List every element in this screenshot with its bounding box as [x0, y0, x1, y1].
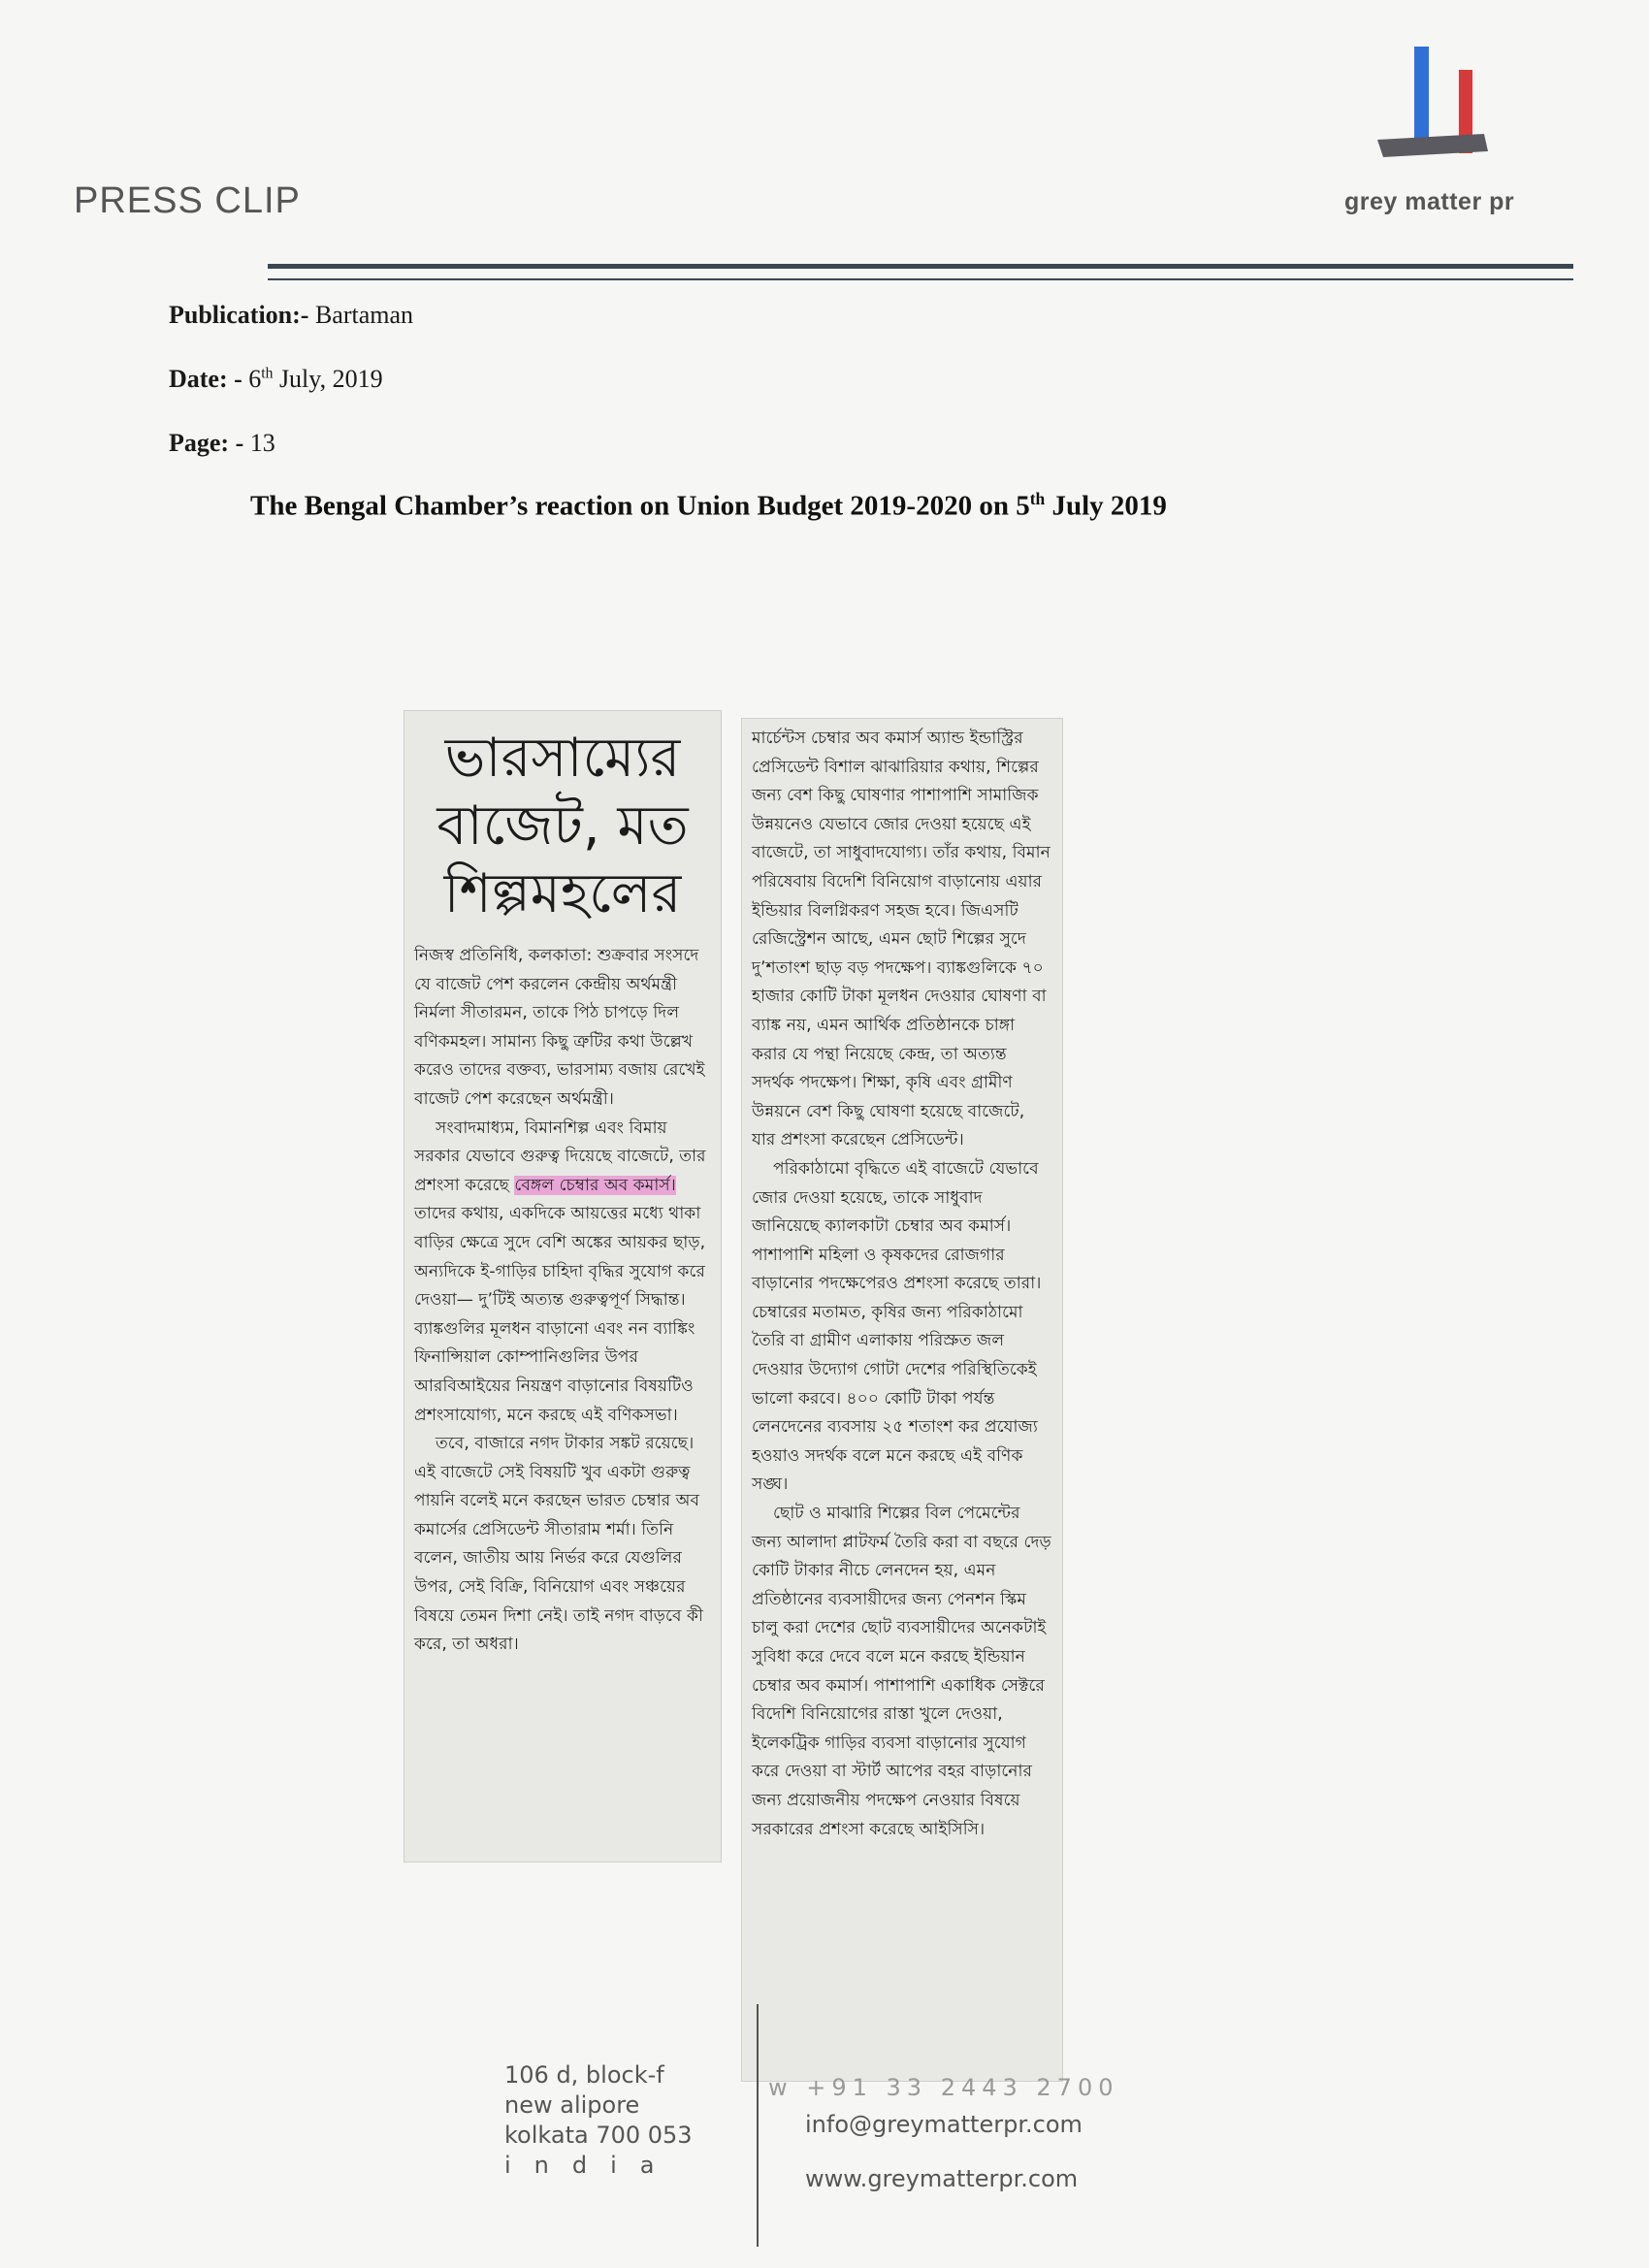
publication-line [169, 301, 413, 330]
article-paragraph: ছোট ও মাঝারি শিল্পের বিল পেমেন্টের জন্য আলাদা প্লাটফর্ম তৈরি করা বা বছরে দেড় কোটি টাকার নীচে লেনদেন হয়, এমন প্রতিষ্ঠানের ব্যবসায়ীদের জন্য পেনশন স্কিম চালু করা দেশের ছোট ব্যবসায়ীদের অনেকটাই সুবিধা করে দেবে বলে মনে করছে ইন্ডিয়ান চেম্বার অব কমার্স। পাশাপাশি একাধিক সেক্টরে বিদেশি বিনিয়োগের রাস্তা খুলে দেওয়া, ইলেকট্রিক গাড়ির ব্যবসা বাড়ানোর সুযোগ করে দেওয়া বা স্টার্ট আপের বহর বাড়ানোর জন্য প্রয়োজনীয় পদক্ষেপ নেওয়ার বিষয়ে সরকারের প্রশংসা করেছে আইসিসি। [752, 1504, 1051, 1839]
article-paragraph: পরিকাঠামো বৃদ্ধিতে এই বাজেটে যেভাবে জোর দেওয়া হয়েছে, তাকে সাধুবাদ জানিয়েছে ক্যালকাটা চেম্বার অব কমার্স। পাশাপাশি মহিলা ও কৃষকদের রোজগার বাড়ানোর পদক্ষেপেরও প্রশংসা করেছে তারা। চেম্বারের মতামত, কৃষির জন্য পরিকাঠামো তৈরি বা গ্রামীণ এলাকায় পরিস্রুত জল দেওয়ার উদ্যোগ গোটা দেশের পরিস্থিতিকেই ভালো করবে। ৪০০ কোটি টাকা পর্যন্ত লেনদেনের ব্যবসায় ২৫ শতাংশ কর প্রযোজ্য হওয়াও সদর্থক বলে মনে করছে এই বণিক সঙ্ঘ। [752, 1158, 1042, 1495]
page-label: Page: - [169, 429, 244, 457]
footer-address [504, 2060, 693, 2181]
date-day: 6 [248, 365, 262, 393]
date-label: Date: - [169, 365, 242, 393]
article-body-col1 [404, 938, 721, 1664]
paragraph-text: তাদের কথায়, একদিকে আয়ত্তের মধ্যে থাকা বাড়ির ক্ষেত্রে সুদে বেশি অঙ্কের আয়কর ছাড়, অন্যদিকে ই-গাড়ির চাহিদা বৃদ্ধির সুযোগ করে দেওয়া— দু’টিই অত্যন্ত গুরুত্বপূর্ণ সিদ্ধান্ত। ব্যাঙ্কগুলির মূলধন বাড়ানো এবং নন ব্যাঙ্কিং ফিনান্সিয়াল কোম্পানিগুলির উপর আরবিআইয়ের নিয়ন্ত্রণ বাড়ানোর বিষয়টিও প্রশংসাযোগ্য, মনে করছে এই বণিকসভা। [414, 1204, 706, 1425]
clipping-column-2 [741, 718, 1063, 2082]
clip-headline [250, 489, 1167, 523]
address-line: india [504, 2152, 678, 2179]
headline-part2: July 2019 [1051, 490, 1167, 522]
article-paragraph [414, 1115, 711, 1431]
footer-divider [757, 2004, 759, 2247]
date-rest: July, 2019 [278, 365, 383, 393]
address-line: new alipore [504, 2091, 640, 2119]
page-value: 13 [249, 429, 275, 457]
headline-sup: th [1029, 489, 1046, 508]
article-title-line: বাজেট, মত [436, 794, 689, 858]
article-paragraph: মার্চেন্টস চেম্বার অব কমার্স অ্যান্ড ইন্ডাস্ট্রির প্রেসিডেন্ট বিশাল ঝাঝারিয়ার কথায়, শিল্পের জন্য বেশ কিছু ঘোষণার পাশাপাশি সামাজিক উন্নয়নেও যেভাবে জোর দেওয়া হয়েছে এই বাজেটে, তা সাধুবাদযোগ্য। তাঁর কথায়, বিমান পরিষেবায় বিদেশি বিনিয়োগ বাড়ানোয় এয়ার ইন্ডিয়ার বিলগ্নিকরণ সহজ হবে। জিএসটি রেজিস্ট্রেশন আছে, এমন ছোট শিল্পের সুদে দু’শতাংশ ছাড় বড় পদক্ষেপ। ব্যাঙ্কগুলিকে ৭০ হাজার কোটি টাকা মূলধন দেওয়ার ঘোষণা বা ব্যাঙ্ক নয়, এমন আর্থিক প্রতিষ্ঠানকে চাঙ্গা করার যে পন্থা নিয়েছে কেন্দ্র, তা অত্যন্ত সদর্থক পদক্ষেপ। শিক্ষা, কৃষি এবং গ্রামীণ উন্নয়নে বেশ কিছু ঘোষণা হয়েছে বাজেটে, যার প্রশংসা করেছেন প্রেসিডেন্ট। [752, 729, 1051, 1150]
article-paragraph: তবে, বাজারে নগদ টাকার সঙ্কট রয়েছে। এই বাজেটে সেই বিষয়টি খুব একটা গুরুত্ব পায়নি বলেই মনে করছেন ভারত চেম্বার অব কমার্সের প্রেসিডেন্ট সীতারাম শর্মা। তিনি বলেন, জাতীয় আয় নির্ভর করে যেগুলির উপর, সেই বিক্রি, বিনিয়োগ এবং সঞ্চয়ের বিষয়ে তেমন দিশা নেই। তাই নগদ বাড়বে কী করে, তা অধরা। [414, 1434, 703, 1655]
brand-name: grey matter pr [1344, 188, 1515, 215]
highlighted-text: বেঙ্গল চেম্বার অব কমার্স। [514, 1175, 676, 1195]
cut-phone-line: w +91 33 2443 2700 [768, 2074, 1119, 2101]
paragraph-text: সংবাদমাধ্যম, বিমানশিল্প এবং বিমায় সরকার যেভাবে গুরুত্ব দিয়েছে বাজেটে, তার প্রশংসা করেছে [414, 1118, 706, 1195]
date-suffix: th [261, 365, 274, 382]
address-line: 106 d, block-f [504, 2061, 664, 2089]
header-rule-thin [268, 278, 1573, 280]
date-line [169, 365, 383, 394]
article-title-line: শিল্পমহলের [443, 862, 682, 925]
article-title [404, 711, 721, 938]
address-line: kolkata 700 053 [504, 2122, 693, 2149]
clipping-column-1 [404, 710, 722, 1863]
article-paragraph: নিজস্ব প্রতিনিধি, কলকাতা: শুক্রবার সংসদে যে বাজেট পেশ করলেন কেন্দ্রীয় অর্থমন্ত্রী নির্মলা সীতারমন, তাকে পিঠ চাপড়ে দিল বণিকমহল। সামান্য কিছু ত্রুটির কথা উল্লেখ করেও তাদের বক্তব্য, ভারসাম্য বজায় রেখেই বাজেট পেশ করেছেন অর্থমন্ত্রী। [414, 946, 705, 1109]
footer-website[interactable]: www.greymatterpr.com [805, 2165, 1079, 2192]
publication-value: Bartaman [314, 301, 414, 329]
headline-part1: The Bengal Chamber’s reaction on Union Budget 2019-2020 on 5 [250, 490, 1030, 522]
header-rule [268, 264, 1573, 269]
grey-matter-logo-icon [1370, 43, 1496, 169]
publication-label: Publication:- [169, 301, 309, 329]
press-clip-title: PRESS CLIP [74, 180, 301, 221]
page-line [169, 429, 275, 458]
article-body-col2 [742, 719, 1062, 1848]
article-title-line: ভারসাম্যের [444, 727, 681, 790]
footer-email[interactable]: info@greymatterpr.com [805, 2111, 1083, 2138]
